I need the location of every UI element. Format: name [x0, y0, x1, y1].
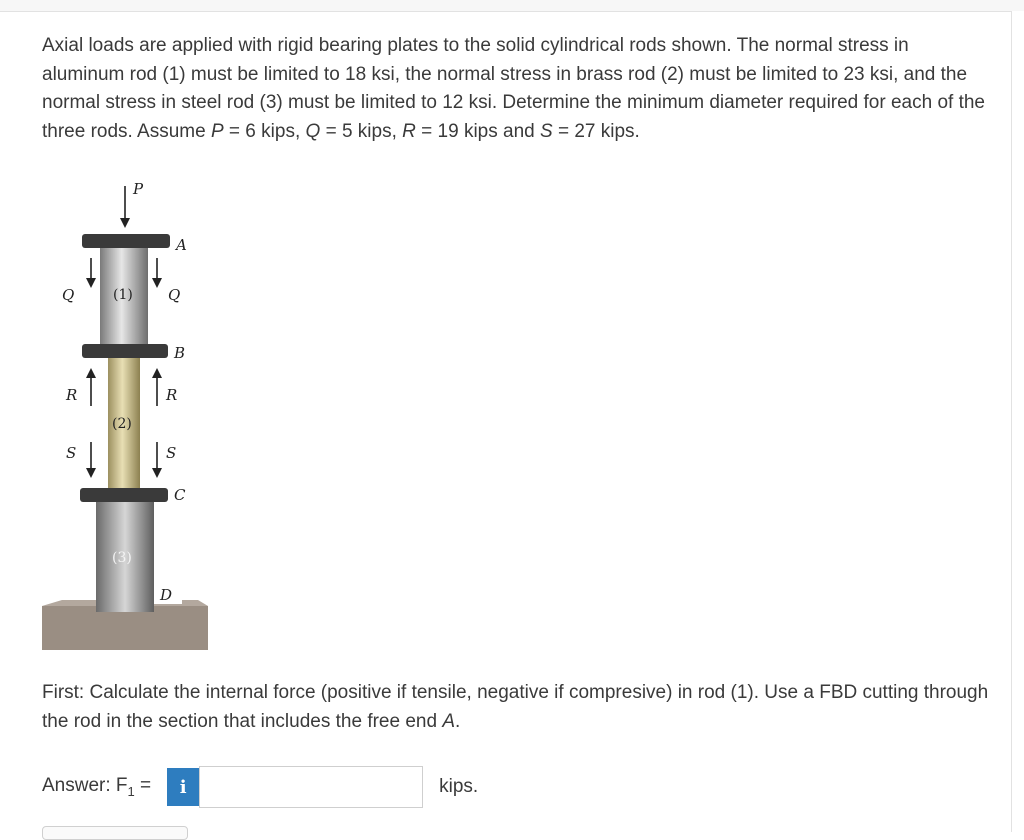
load-s-left-label: S: [66, 444, 77, 462]
answer-label: Answer: $F_1$ =: [42, 775, 152, 799]
rod-2-label: (2): [112, 416, 132, 432]
load-r-left-label: R: [66, 386, 78, 404]
plate-a: [82, 234, 170, 248]
window-right-border: [1011, 11, 1024, 832]
point-b-label: B: [174, 344, 186, 362]
first-step-instruction: First: Calculate the internal force (positive if tensile, negative if compresive) in rod (1). Use a FBD cutting through the rod in the section that includes the free end A.: [42, 682, 989, 732]
point-a-label: A: [176, 236, 187, 254]
load-p-label: P: [133, 180, 144, 198]
info-icon[interactable]: i: [167, 768, 199, 806]
rod-1-label: (1): [113, 287, 133, 303]
load-q-right-label: Q: [168, 286, 181, 304]
problem-statement: Axial loads are applied with rigid bearing plates to the solid cylindrical rods shown. The normal stress in aluminum rod (1) must be limited to 18 ksi, the normal stress in brass rod (2) must be limited to 23 ksi, and the normal stress in steel rod (3) must be limited to 12 ksi. Determine the minimum diameter required for each of the three rods. Assume P = 6 kips, Q = 5 kips, R = 19 kips and S = 27 kips.: [42, 35, 985, 142]
rod-assembly-figure: [40, 176, 215, 652]
load-q-left-label: Q: [62, 286, 75, 304]
window-top-border: [0, 0, 1024, 12]
point-d-label: D: [160, 586, 173, 604]
load-s-right-label: S: [166, 444, 177, 462]
plate-c: [80, 488, 168, 502]
rod-3-label: (3): [112, 550, 132, 566]
ground-base: [42, 606, 208, 650]
plate-b: [82, 344, 168, 358]
answer-unit: kips.: [439, 776, 479, 797]
load-r-right-label: R: [166, 386, 178, 404]
check-button[interactable]: [42, 826, 188, 840]
point-c-label: C: [174, 486, 186, 504]
answer-row: [42, 764, 478, 810]
answer-input[interactable]: [199, 766, 423, 808]
